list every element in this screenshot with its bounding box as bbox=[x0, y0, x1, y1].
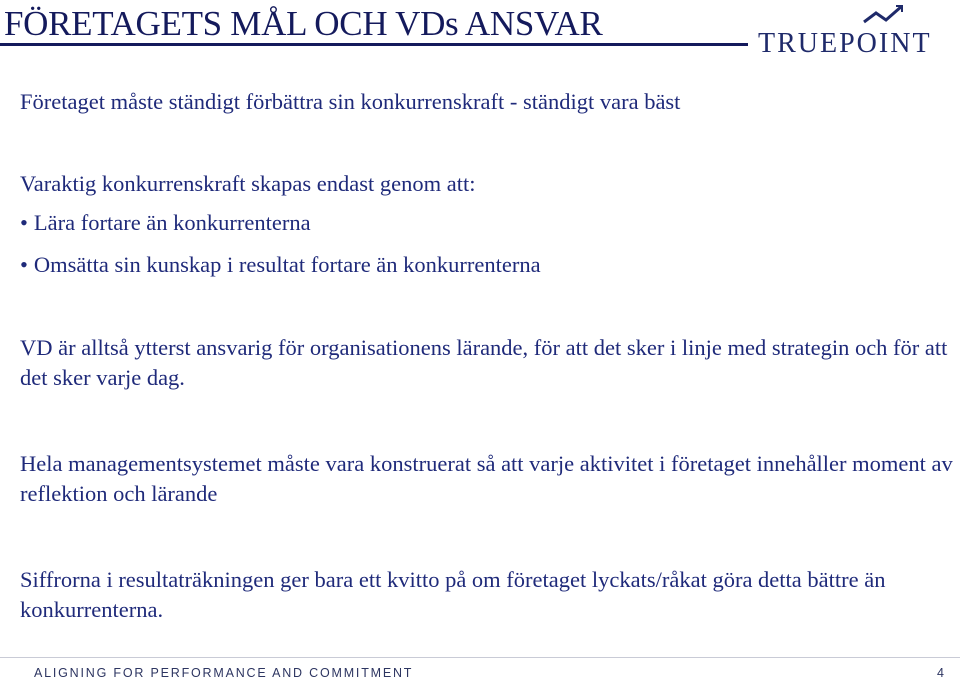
page-number: 4 bbox=[937, 666, 944, 680]
footer-tagline: ALIGNING FOR PERFORMANCE AND COMMITMENT bbox=[34, 666, 414, 680]
logo-wordmark: TRUEPOINT bbox=[758, 28, 932, 59]
footer-divider bbox=[0, 657, 960, 658]
body-paragraph-income-statement: Siffrorna i resultaträkningen ger bara ett kvitto på om företaget lyckats/råkat göra detta bättre än konkurrenterna. bbox=[20, 567, 886, 622]
title-underline bbox=[0, 43, 748, 46]
body-paragraph-ceo-responsibility: VD är alltså ytterst ansvarig för organisationens lärande, för att det sker i linje med strategin och för att det sker varje dag. bbox=[20, 335, 948, 390]
bullet-item-learn-faster: • Lära fortare än konkurrenterna bbox=[20, 208, 955, 238]
bullet-item-convert-knowledge: • Omsätta sin kunskap i resultat fortare än konkurrenterna bbox=[20, 250, 955, 280]
logo-checkmark-icon bbox=[862, 4, 912, 30]
body-paragraph-competitiveness: Företaget måste ständigt förbättra sin konkurrenskraft - ständigt vara bäst bbox=[20, 89, 681, 114]
slide-title: FÖRETAGETS MÅL OCH VDs ANSVAR bbox=[4, 4, 603, 43]
truepoint-logo bbox=[758, 4, 948, 60]
body-paragraph-management-system: Hela managementsystemet måste vara konstruerat så att varje aktivitet i företaget innehåller moment av reflektion och lärande bbox=[20, 451, 953, 506]
body-paragraph-sustainable: Varaktig konkurrenskraft skapas endast genom att: bbox=[20, 171, 476, 196]
